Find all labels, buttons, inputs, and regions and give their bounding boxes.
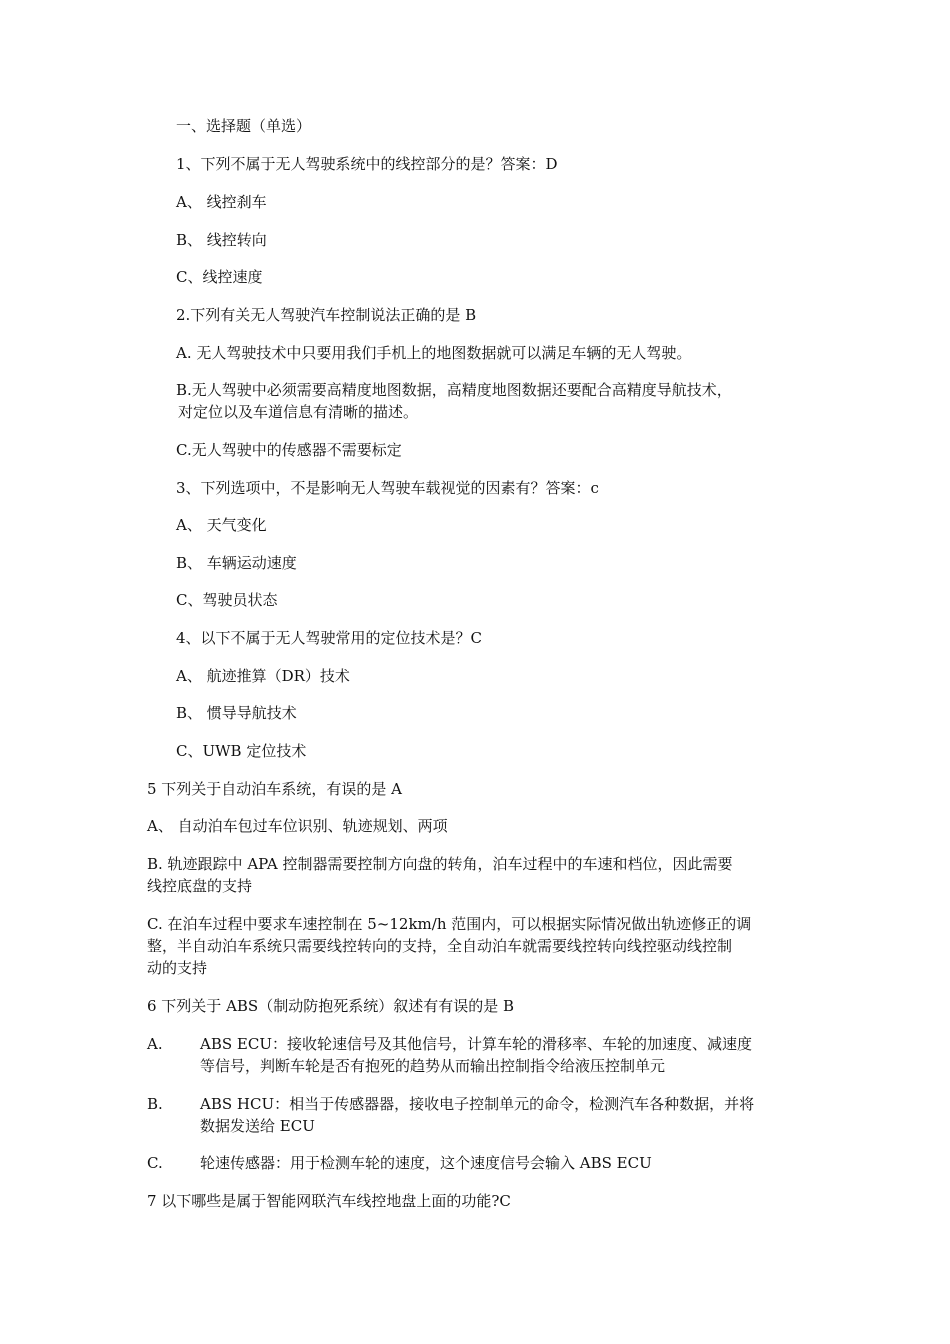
question-6-option-c: 轮速传感器：用于检测车轮的速度，这个速度信号会输入 ABS ECU	[200, 1154, 652, 1172]
question-5-option-c-line2: 整，半自动泊车系统只需要线控转向的支持，全自动泊车就需要线控转向线控驱动线控制	[147, 937, 733, 955]
question-5-option-c-line1: C. 在泊车过程中要求车速控制在 5~12km/h 范围内，可以根据实际情况做出轨迹修正的调	[147, 915, 752, 933]
question-4-stem: 4、以下不属于无人驾驶常用的定位技术是？C	[176, 629, 483, 647]
question-5-option-b-line1: B. 轨迹跟踪中 APA 控制器需要控制方向盘的转角，泊车过程中的车速和档位，因此需要	[147, 855, 733, 873]
question-3-option-a: A、 天气变化	[176, 516, 267, 534]
question-6-option-b-label: B.	[147, 1095, 163, 1113]
question-6-option-a-label: A.	[147, 1035, 163, 1053]
question-3-option-b: B、 车辆运动速度	[176, 554, 297, 572]
question-2-option-b-line1: B.无人驾驶中必须需要高精度地图数据，高精度地图数据还要配合高精度导航技术，	[176, 381, 732, 399]
question-6-stem: 6 下列关于 ABS（制动防抱死系统）叙述有有误的是 B	[147, 997, 515, 1015]
question-5-option-b-line2: 线控底盘的支持	[147, 877, 253, 895]
question-1-stem: 1、下列不属于无人驾驶系统中的线控部分的是？答案：D	[176, 155, 558, 173]
question-7-stem: 7 以下哪些是属于智能网联汽车线控地盘上面的功能?C	[147, 1192, 511, 1210]
question-4-option-a: A、 航迹推算（DR）技术	[176, 667, 350, 685]
question-5-option-c-line3: 动的支持	[147, 959, 208, 977]
question-6-option-b-line2: 数据发送给 ECU	[200, 1117, 315, 1135]
question-1-option-a: A、 线控刹车	[176, 193, 267, 211]
question-3-option-c: C、驾驶员状态	[176, 591, 278, 609]
question-1-option-c: C、线控速度	[176, 268, 263, 286]
question-6-option-a-line1: ABS ECU：接收轮速信号及其他信号，计算车轮的滑移率、车轮的加速度、减速度	[200, 1035, 752, 1053]
question-2-option-a: A. 无人驾驶技术中只要用我们手机上的地图数据就可以满足车辆的无人驾驶。	[176, 344, 692, 362]
question-2-option-c: C.无人驾驶中的传感器不需要标定	[176, 441, 402, 459]
question-5-stem: 5 下列关于自动泊车系统，有误的是 A	[147, 780, 402, 798]
question-5-option-a: A、 自动泊车包过车位识别、轨迹规划、两项	[147, 817, 448, 835]
question-2-stem: 2.下列有关无人驾驶汽车控制说法正确的是 B	[176, 306, 477, 324]
question-1-option-b: B、 线控转向	[176, 231, 267, 249]
question-4-option-c: C、UWB 定位技术	[176, 742, 307, 760]
question-2-option-b-line2: 对定位以及车道信息有清晰的描述。	[178, 403, 419, 421]
question-6-option-b-line1: ABS HCU：相当于传感器器，接收电子控制单元的命令，检测汽车各种数据，并将	[200, 1095, 755, 1113]
question-6-option-a-line2: 等信号，判断车轮是否有抱死的趋势从而输出控制指令给液压控制单元	[200, 1057, 666, 1075]
question-6-option-c-label: C.	[147, 1154, 163, 1172]
question-4-option-b: B、 惯导导航技术	[176, 704, 297, 722]
question-3-stem: 3、下列选项中，不是影响无人驾驶车载视觉的因素有？答案：c	[176, 479, 599, 497]
section-title: 一、选择题（单选）	[176, 117, 312, 135]
